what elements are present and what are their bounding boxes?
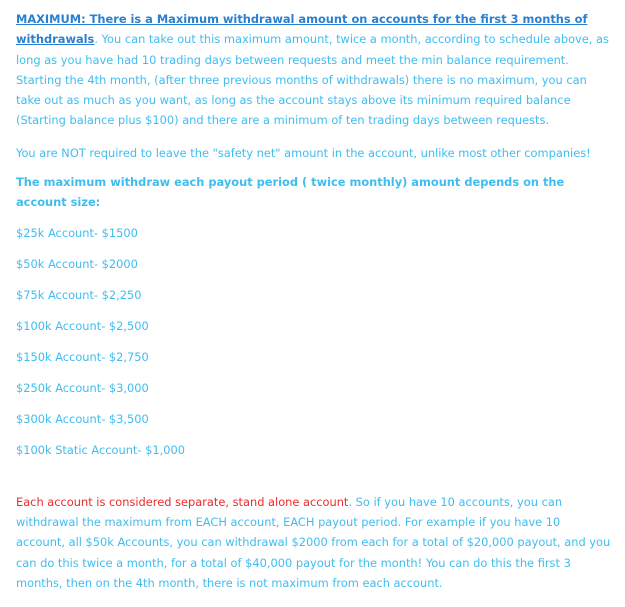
account-item-100k: $100k Account- $2,500 bbox=[16, 318, 149, 333]
maximum-body: You can take out this maximum amount, twice a month, according to schedule above, as long as you have had 10 trading days between requests and meet the min balance requirement. Starting the 4th month, (after three previous months of withdrawals) there is no maximum, you can take out as much as you want, as long as the account stays above its minimum required balance (Starting balance plus $100) and there are a minimum of ten trading days between requests. bbox=[16, 32, 609, 128]
payout-heading: The maximum withdraw each payout period ( twice monthly) amount depends on the account size: bbox=[16, 175, 565, 210]
account-item-25k: $25k Account- $1500 bbox=[16, 225, 138, 240]
account-item-50k: $50k Account- $2000 bbox=[16, 256, 138, 271]
account-item-75k: $75k Account- $2,250 bbox=[16, 287, 142, 302]
account-item-300k: $300k Account- $3,500 bbox=[16, 411, 149, 426]
separate-accounts-paragraph bbox=[16, 492, 611, 593]
maximum-heading-period: . bbox=[94, 32, 98, 47]
account-item-100k-static: $100k Static Account- $1,000 bbox=[16, 442, 185, 457]
maximum-paragraph bbox=[16, 9, 611, 131]
account-list bbox=[16, 223, 611, 460]
separate-accounts-body: . So if you have 10 accounts, you can withdrawal the maximum from EACH account, EACH payout period. For example if you have 10 account, all $50k Accounts, you can withdrawal $2000 from each for a total of $20,000 payout, and you can do this twice a month, for a total of $40,000 payout for the month! You can do this the first 3 months, then on the 4th month, there is not maximum from each account. bbox=[16, 494, 611, 590]
separate-accounts-lead: Each account is considered separate, stand alone account bbox=[16, 494, 349, 509]
safety-net-note: You are NOT required to leave the "safety net" amount in the account, unlike most other companies! bbox=[16, 145, 591, 160]
account-item-250k: $250k Account- $3,000 bbox=[16, 380, 149, 395]
withdrawal-policy bbox=[16, 9, 611, 593]
maximum-heading: MAXIMUM: There is a Maximum withdrawal amount on accounts for the first 3 months of withdrawals bbox=[16, 12, 588, 47]
account-item-150k: $150k Account- $2,750 bbox=[16, 349, 149, 364]
